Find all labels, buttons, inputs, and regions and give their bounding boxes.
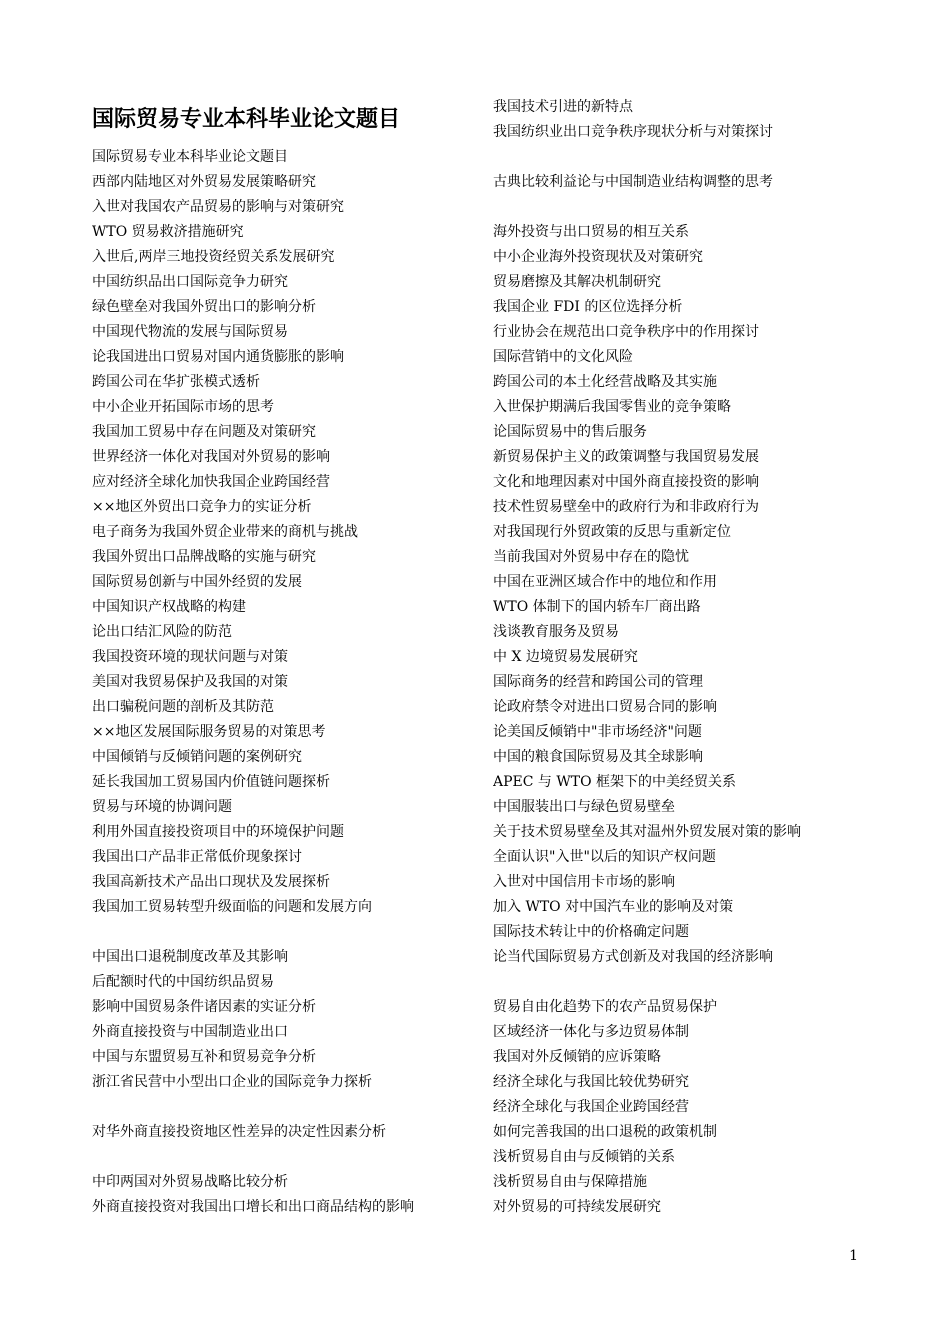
list-item: ××地区外贸出口竞争力的实证分析 <box>92 499 312 515</box>
blank-line <box>92 1095 464 1120</box>
list-item: 当前我国对外贸易中存在的隐忧 <box>493 549 689 565</box>
list-item: 中 X 边境贸易发展研究 <box>493 649 638 665</box>
list-item: 对外贸易的可持续发展研究 <box>493 1199 661 1215</box>
list-item: 我国纺织业出口竞争秩序现状分析与对策探讨 <box>493 124 773 140</box>
list-item: 经济全球化与我国企业跨国经营 <box>493 1099 689 1115</box>
blank-line <box>92 1145 464 1170</box>
list-item: 论政府禁令对进出口贸易合同的影响 <box>493 699 717 715</box>
list-item: 经济全球化与我国比较优势研究 <box>493 1074 689 1090</box>
list-item: 文化和地理因素对中国外商直接投资的影响 <box>493 474 759 490</box>
list-item: 入世保护期满后我国零售业的竞争策略 <box>493 399 731 415</box>
blank-line <box>493 145 865 170</box>
list-item: 对华外商直接投资地区性差异的决定性因素分析 <box>92 1124 386 1140</box>
list-item: 入世对中国信用卡市场的影响 <box>493 874 675 890</box>
list-item: 跨国公司在华扩张模式透析 <box>92 374 260 390</box>
list-item: 如何完善我国的出口退税的政策机制 <box>493 1124 717 1140</box>
list-item: 我国出口产品非正常低价现象探讨 <box>92 849 302 865</box>
list-item: 新贸易保护主义的政策调整与我国贸易发展 <box>493 449 759 465</box>
list-item: 加入 WTO 对中国汽车业的影响及对策 <box>493 899 734 915</box>
list-item: 中国的粮食国际贸易及其全球影响 <box>493 749 703 765</box>
list-item: 外商直接投资对我国出口增长和出口商品结构的影响 <box>92 1199 414 1215</box>
list-item: 中小企业开拓国际市场的思考 <box>92 399 274 415</box>
list-item: 中小企业海外投资现状及对策研究 <box>493 249 703 265</box>
list-item: 国际技术转让中的价格确定问题 <box>493 924 689 940</box>
list-item: 绿色壁垒对我国外贸出口的影响分析 <box>92 299 316 315</box>
list-item: 我国加工贸易中存在问题及对策研究 <box>92 424 316 440</box>
list-item: 跨国公司的本土化经营战略及其实施 <box>493 374 717 390</box>
list-item: 中国服装出口与绿色贸易壁垒 <box>493 799 675 815</box>
list-item: 论美国反倾销中"非市场经济"问题 <box>493 724 702 740</box>
document-title: 国际贸易专业本科毕业论文题目 <box>92 107 401 132</box>
list-item: 入世后,两岸三地投资经贸关系发展研究 <box>92 249 335 265</box>
list-item: 论国际贸易中的售后服务 <box>493 424 647 440</box>
list-item: 中印两国对外贸易战略比较分析 <box>92 1174 288 1190</box>
list-item: 美国对我贸易保护及我国的对策 <box>92 674 288 690</box>
blank-line <box>493 970 865 995</box>
list-item: 论当代国际贸易方式创新及对我国的经济影响 <box>493 949 773 965</box>
list-item: 国际商务的经营和跨国公司的管理 <box>493 674 703 690</box>
list-item: 浅析贸易自由与反倾销的关系 <box>493 1149 675 1165</box>
list-item: 海外投资与出口贸易的相互关系 <box>493 224 689 240</box>
list-item: 浙江省民营中小型出口企业的国际竞争力探析 <box>92 1074 372 1090</box>
list-item: 我国高新技术产品出口现状及发展探析 <box>92 874 330 890</box>
list-item: 我国投资环境的现状问题与对策 <box>92 649 288 665</box>
list-item: 国际贸易专业本科毕业论文题目 <box>92 149 288 165</box>
list-item: 贸易磨擦及其解决机制研究 <box>493 274 661 290</box>
list-item: 区域经济一体化与多边贸易体制 <box>493 1024 689 1040</box>
list-item: 国际营销中的文化风险 <box>493 349 633 365</box>
list-item: 论我国进出口贸易对国内通货膨胀的影响 <box>92 349 344 365</box>
list-item: 对我国现行外贸政策的反思与重新定位 <box>493 524 731 540</box>
blank-line <box>92 920 464 945</box>
list-item: APEC 与 WTO 框架下的中美经贸关系 <box>493 774 737 790</box>
list-item: 古典比较利益论与中国制造业结构调整的思考 <box>493 174 773 190</box>
list-item: 贸易自由化趋势下的农产品贸易保护 <box>493 999 717 1015</box>
list-item: 我国外贸出口品牌战略的实施与研究 <box>92 549 316 565</box>
left-column <box>92 95 464 1220</box>
list-item: 我国技术引进的新特点 <box>493 99 633 115</box>
list-item: 应对经济全球化加快我国企业跨国经营 <box>92 474 330 490</box>
list-item: WTO 贸易救济措施研究 <box>92 224 244 240</box>
list-item: 中国倾销与反倾销问题的案例研究 <box>92 749 302 765</box>
list-item: 出口骗税问题的剖析及其防范 <box>92 699 274 715</box>
list-item: 行业协会在规范出口竞争秩序中的作用探讨 <box>493 324 759 340</box>
list-item: 贸易与环境的协调问题 <box>92 799 232 815</box>
list-item: 利用外国直接投资项目中的环境保护问题 <box>92 824 344 840</box>
list-item: 影响中国贸易条件诸因素的实证分析 <box>92 999 316 1015</box>
list-item: 中国与东盟贸易互补和贸易竞争分析 <box>92 1049 316 1065</box>
list-item: 电子商务为我国外贸企业带来的商机与挑战 <box>92 524 358 540</box>
list-item: 延长我国加工贸易国内价值链问题探析 <box>92 774 330 790</box>
right-column <box>493 95 865 1220</box>
list-item: 西部内陆地区对外贸易发展策略研究 <box>92 174 316 190</box>
list-item: 我国对外反倾销的应诉策略 <box>493 1049 661 1065</box>
list-item: WTO 体制下的国内轿车厂商出路 <box>493 599 701 615</box>
list-item: 中国出口退税制度改革及其影响 <box>92 949 288 965</box>
page-number: 1 <box>849 1248 858 1264</box>
list-item: 我国加工贸易转型升级面临的问题和发展方向 <box>92 899 372 915</box>
list-item: 浅析贸易自由与保障措施 <box>493 1174 647 1190</box>
list-item: 世界经济一体化对我国对外贸易的影响 <box>92 449 330 465</box>
list-item: 后配额时代的中国纺织品贸易 <box>92 974 274 990</box>
list-item: 入世对我国农产品贸易的影响与对策研究 <box>92 199 344 215</box>
list-item: 中国纺织品出口国际竞争力研究 <box>92 274 288 290</box>
list-item: 我国企业 FDI 的区位选择分析 <box>493 299 683 315</box>
list-item: 浅谈教育服务及贸易 <box>493 624 619 640</box>
list-item: 中国在亚洲区域合作中的地位和作用 <box>493 574 717 590</box>
list-item: 中国现代物流的发展与国际贸易 <box>92 324 288 340</box>
list-item: ××地区发展国际服务贸易的对策思考 <box>92 724 326 740</box>
blank-line <box>493 195 865 220</box>
list-item: 论出口结汇风险的防范 <box>92 624 232 640</box>
list-item: 全面认识"入世"以后的知识产权问题 <box>493 849 716 865</box>
list-item: 技术性贸易壁垒中的政府行为和非政府行为 <box>493 499 759 515</box>
list-item: 国际贸易创新与中国外经贸的发展 <box>92 574 302 590</box>
list-item: 中国知识产权战略的构建 <box>92 599 246 615</box>
list-item: 外商直接投资与中国制造业出口 <box>92 1024 288 1040</box>
list-item: 关于技术贸易壁垒及其对温州外贸发展对策的影响 <box>493 824 801 840</box>
